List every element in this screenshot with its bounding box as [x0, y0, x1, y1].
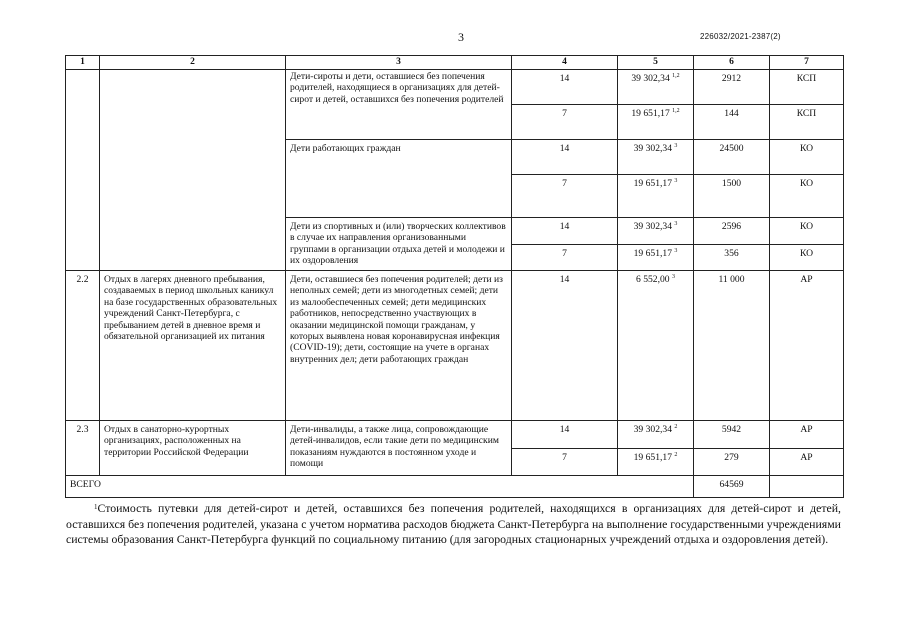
- footnote-mark: 1: [94, 503, 98, 511]
- cost-cell: 19 651,17 $^3$: [618, 245, 694, 271]
- table-row: [66, 421, 844, 449]
- code-cell: КСП: [770, 70, 844, 105]
- service-name-cell: [100, 70, 286, 271]
- column-header: 7: [770, 56, 844, 70]
- code-cell: КО: [770, 245, 844, 271]
- code-cell: КО: [770, 218, 844, 245]
- table-row: [66, 271, 844, 421]
- cost-cell: 6 552,00 $^3$: [618, 271, 694, 421]
- total-label: ВСЕГО: [66, 476, 694, 498]
- category-cell: Дети, оставшиеся без попечения родителей; дети из неполных семей; дети из многодетных семей; дети из малообеспеченных семей; дети медицинских работников, непосредственно участвующих в оказании медицинской помощи гражданам, у которых выявлена новая коронавирусная инфекция (COVID-19); дети, состоящие на учете в органах внутренних дел; дети работающих граждан: [286, 271, 512, 421]
- column-header: 1: [66, 56, 100, 70]
- column-header: 6: [694, 56, 770, 70]
- column-header: 2: [100, 56, 286, 70]
- count-cell: 5942: [694, 421, 770, 449]
- service-name-cell: Отдых в лагерях дневного пребывания, создаваемых в период школьных каникул на базе государственных образовательных учреждений Санкт-Петербурга, с пребыванием детей в дневное время и обязательной организацией их питания: [100, 271, 286, 421]
- category-cell: Дети работающих граждан: [286, 140, 512, 218]
- row-number-cell: 2.2: [66, 271, 100, 421]
- category-cell: Дети из спортивных и (или) творческих коллективов в случае их направления организованными группами в организации отдыха детей и молодежи и их оздоровления: [286, 218, 512, 271]
- cost-cell: 19 651,17 $^2$: [618, 449, 694, 476]
- column-header: 5: [618, 56, 694, 70]
- table-row: [66, 70, 844, 105]
- cost-cell: 39 302,34 $^2$: [618, 421, 694, 449]
- days-cell: 14: [512, 421, 618, 449]
- category-cell: Дети-сироты и дети, оставшиеся без попечения родителей, находящиеся в организациях для детей-сирот и детей, оставшихся без попечения родителей: [286, 70, 512, 140]
- column-header: 3: [286, 56, 512, 70]
- count-cell: 144: [694, 105, 770, 140]
- days-cell: 7: [512, 105, 618, 140]
- cost-cell: 39 302,34 $^3$: [618, 218, 694, 245]
- count-cell: 11 000: [694, 271, 770, 421]
- column-header: 4: [512, 56, 618, 70]
- count-cell: 2912: [694, 70, 770, 105]
- count-cell: 24500: [694, 140, 770, 175]
- code-cell: КО: [770, 140, 844, 175]
- code-cell: АР: [770, 271, 844, 421]
- code-cell: АР: [770, 421, 844, 449]
- row-number-cell: 2.3: [66, 421, 100, 476]
- days-cell: 14: [512, 218, 618, 245]
- table-header-row: [66, 56, 844, 70]
- footnote-text: Стоимость путевки для детей-сирот и детей, оставшихся без попечения родителей, находящихся в организациях для детей-сирот и детей, оставшихся без попечения родителей, указана с учетом норматива расходов бюджета Санкт-Петербурга на выполнение государственными учреждениями системы образования Санкт-Петербурга функций по социальному питанию (для загородных стационарных учреждений отдыха и оздоровления детей).: [66, 501, 841, 547]
- total-code-cell: [770, 476, 844, 498]
- count-cell: 279: [694, 449, 770, 476]
- days-cell: 14: [512, 271, 618, 421]
- total-count: 64569: [694, 476, 770, 498]
- footnote: [66, 501, 841, 548]
- cost-cell: 19 651,17 $^{1,2}$: [618, 105, 694, 140]
- days-cell: 7: [512, 245, 618, 271]
- document-number: 226032/2021-2387(2): [700, 32, 781, 41]
- count-cell: 2596: [694, 218, 770, 245]
- code-cell: КСП: [770, 105, 844, 140]
- cost-cell: 19 651,17 $^3$: [618, 175, 694, 218]
- row-number-cell: [66, 70, 100, 271]
- cost-cell: 39 302,34 $^{1,2}$: [618, 70, 694, 105]
- service-name-cell: Отдых в санаторно-курортных организациях, расположенных на территории Российской Федерации: [100, 421, 286, 476]
- code-cell: АР: [770, 449, 844, 476]
- total-row: [66, 476, 844, 498]
- category-cell: Дети-инвалиды, а также лица, сопровождающие детей-инвалидов, если такие дети по медицинским показаниям нуждаются в постоянном уходе и помощи: [286, 421, 512, 476]
- days-cell: 14: [512, 140, 618, 175]
- code-cell: КО: [770, 175, 844, 218]
- page-number: 3: [458, 30, 464, 44]
- days-cell: 14: [512, 70, 618, 105]
- days-cell: 7: [512, 449, 618, 476]
- cost-cell: 39 302,34 $^3$: [618, 140, 694, 175]
- days-cell: 7: [512, 175, 618, 218]
- allocation-table: [65, 55, 844, 498]
- count-cell: 1500: [694, 175, 770, 218]
- count-cell: 356: [694, 245, 770, 271]
